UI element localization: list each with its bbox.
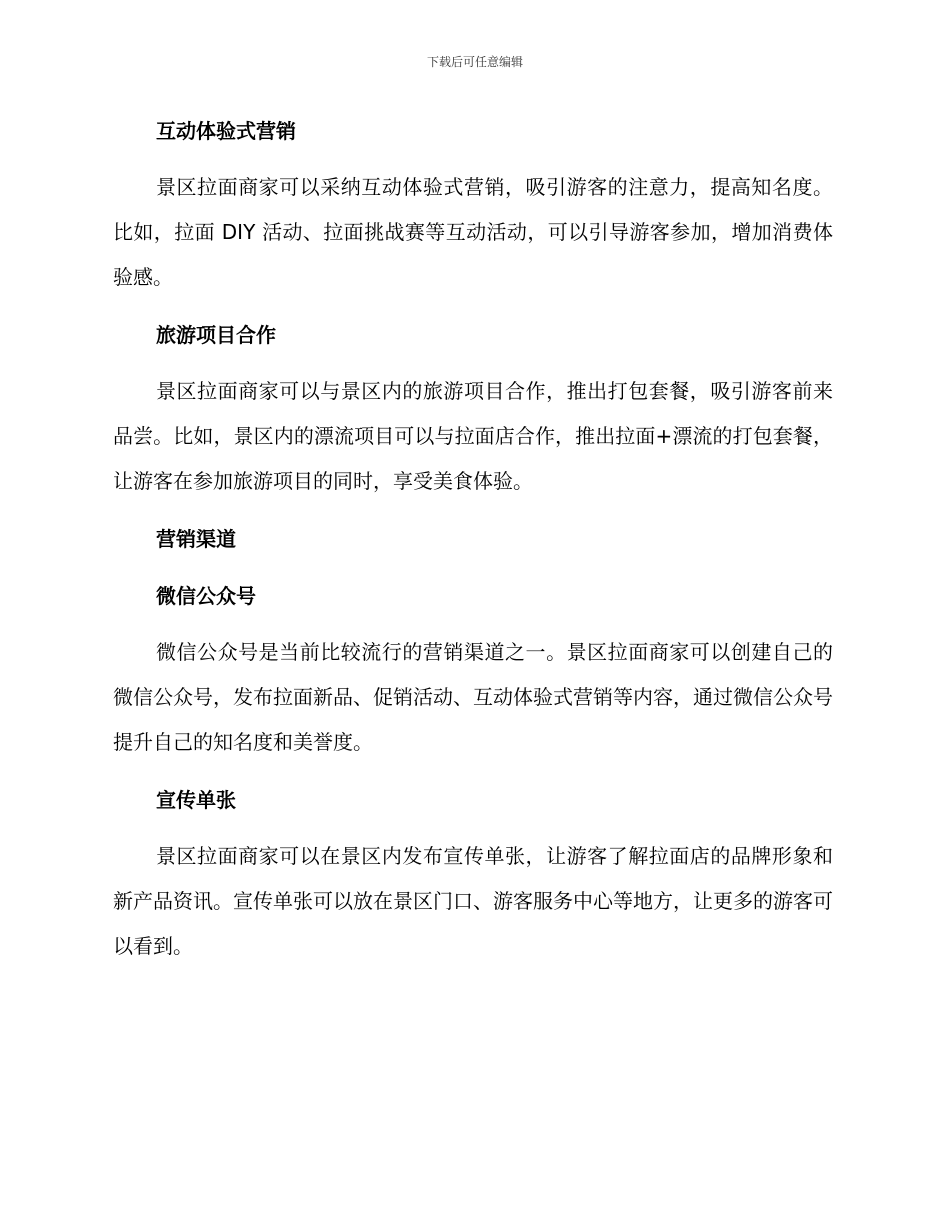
section-paragraph-interactive-marketing: 景区拉面商家可以采纳互动体验式营销，吸引游客的注意力，提高知名度。比如，拉面 DIY 活动、拉面挑战赛等互动活动，可以引导游客参加，增加消费体验感。	[113, 175, 833, 289]
section-paragraph-flyers: 景区拉面商家可以在景区内发布宣传单张，让游客了解拉面店的品牌形象和新产品资讯。宣传单张可以放在景区门口、游客服务中心等地方，让更多的游客可以看到。	[113, 844, 833, 958]
document-body	[113, 108, 833, 969]
section-paragraph-wechat-account: 微信公众号是当前比较流行的营销渠道之一。景区拉面商家可以创建自己的微信公众号，发布拉面新品、促销活动、互动体验式营销等内容，通过微信公众号提升自己的知名度和美誉度。	[113, 640, 833, 754]
section-heading-interactive-marketing: 互动体验式营销	[156, 119, 296, 143]
section-heading-tourism-cooperation: 旅游项目合作	[156, 323, 276, 347]
section-heading-marketing-channels: 营销渠道	[156, 527, 236, 551]
section-heading-flyers: 宣传单张	[156, 788, 236, 812]
section-heading-wechat-account: 微信公众号	[156, 584, 256, 608]
page-header-note: 下载后可任意编辑	[426, 55, 523, 69]
section-paragraph-tourism-cooperation: 景区拉面商家可以与景区内的旅游项目合作，推出打包套餐，吸引游客前来品尝。比如，景区内的漂流项目可以与拉面店合作，推出拉面+漂流的打包套餐，让游客在参加旅游项目的同时，享受美食体验。	[113, 379, 833, 493]
